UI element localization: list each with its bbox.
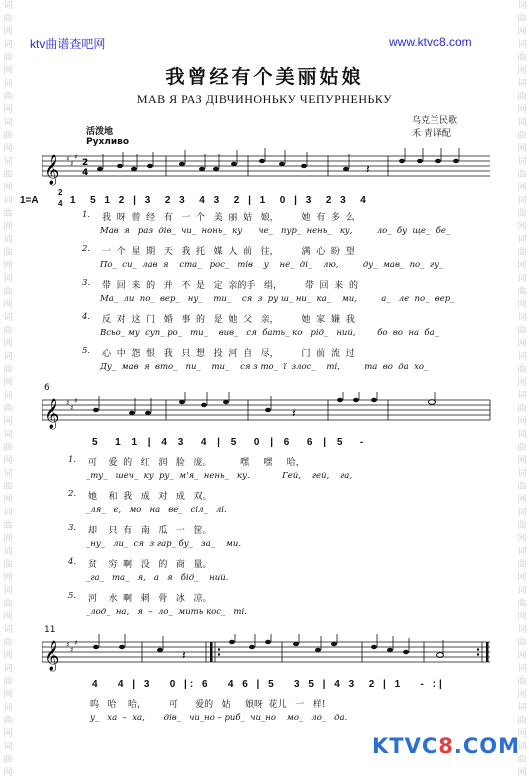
numbered-notation-3: 4 4 | 3 0 |: 6 4 6 | 5 3 5 | 4 3 2 | 1 - :|: [92, 679, 445, 690]
lyrics-chinese: 一 个 星 期 天 我 托 媒 人 前 往， 满 心 盼 望: [102, 247, 355, 257]
footer-brand[interactable]: KTVC8.COM: [372, 734, 521, 758]
svg-text:♯: ♯: [70, 646, 74, 654]
lyrics-ukrainian: Ма_ ли по_ вер_ ну_ ти_ ся з ру ш_ ни_ ка_ ми, а_ ле по_ вер_: [100, 294, 455, 304]
verse-number: 2.: [68, 489, 77, 499]
svg-text:♯: ♯: [66, 155, 70, 163]
verse-5: [68, 591, 488, 625]
lyrics-ukrainian-3: у_ ха – ха, дів_ чи_но – риб_ чи_но мо_ ло_ да.: [90, 713, 348, 723]
lyrics-ukrainian: Ду_ мав я вто_ пи_ ти_ ся з то_ ї злос_ ті, та во да хо_: [100, 362, 429, 372]
svg-text:♯: ♯: [70, 404, 74, 412]
verse-number: 3.: [68, 523, 77, 533]
lyrics-ukrainian: Всьо_ му суп_ ро_ ти_ вив_ ся бать_ ко рід_ ний, бо во на ба_: [100, 328, 439, 338]
verse-number: 5.: [68, 591, 77, 601]
watermark-right: 词 曲 网 词 曲 网 词 曲 网 词 曲 网 词 曲 网 词 曲 网 词 曲 网 词 曲 网 词 曲 网 词 曲 网 词 曲 网 词 曲 网 词 曲 网 词 曲 网 词 曲 网 词 曲 网 词 曲 网 词 曲 网 词 曲 网 词 曲 网: [517, 1, 527, 778]
site-name-left[interactable]: ktv曲谱查吧网: [30, 37, 106, 51]
lyrics-chinese: 反 对 这 门 婚 事 的 是 她 父 亲， 她 家 嫌 我: [102, 315, 355, 325]
tempo-chinese: 活泼地: [86, 127, 114, 137]
numbered-notation-1: 1 5 1 2 | 3 2 3 4 3 2 | 1 0 | 3 2 3 4: [70, 195, 369, 206]
verse-number: 5.: [82, 346, 91, 356]
svg-text:♯: ♯: [74, 639, 78, 647]
lyrics-ukrainian: _ну_ ли_ ся з гар_ бу_ за_ ми.: [86, 539, 242, 549]
verses-section-2: [68, 455, 488, 625]
staff-line-3: [42, 634, 492, 674]
svg-text:2: 2: [82, 158, 89, 168]
lyrics-ukrainian: Мав я раз дів_ чи_ нонь_ ку че_ пур_ нень_ ку, ло_ бу ще_ бе_: [100, 226, 451, 236]
svg-text:♯: ♯: [66, 399, 70, 407]
verse-number: 3.: [82, 278, 91, 288]
meter-top: 2: [58, 188, 63, 197]
svg-text:𝄽: 𝄽: [366, 162, 370, 176]
verse-1: [82, 210, 482, 244]
svg-text:𝄽: 𝄽: [292, 406, 296, 420]
svg-text:♯: ♯: [70, 160, 74, 168]
song-title: 我曾经有个美丽姑娘: [165, 66, 364, 88]
svg-text:𝄽: 𝄽: [182, 648, 186, 662]
lyrics-chinese: 她 和 我 成 对 成 双。: [88, 492, 212, 502]
lyrics-ukrainian: _га_ та_ я, а я бід_ ний.: [86, 573, 229, 583]
measure-number-11: 11: [44, 625, 56, 635]
svg-text:♯: ♯: [74, 397, 78, 405]
svg-text:♯: ♯: [66, 641, 70, 649]
verse-3: [82, 278, 482, 312]
watermark-left: 词 曲 网 词 曲 网 词 曲 网 词 曲 网 词 曲 网 词 曲 网 词 曲 网 词 曲 网 词 曲 网 词 曲 网 词 曲 网 词 曲 网 词 曲 网 词 曲 网 词 曲 网 词 曲 网 词 曲 网 词 曲 网 词 曲 网 词 曲 网: [3, 1, 13, 778]
svg-text:𝄞: 𝄞: [44, 399, 60, 429]
verse-number: 4.: [68, 557, 77, 567]
lyrics-chinese: 心 中 怨 恨 我 只 想 投 河 自 尽， 门 前 流 过: [102, 349, 355, 359]
verse-3: [68, 523, 488, 557]
lyrics-ukrainian: _ту_ шеч_ ку ру_ м'я_ нень_ ку. Гей, гей, га,: [86, 471, 353, 481]
tempo-ukrainian: Рухливо: [86, 137, 130, 147]
song-subtitle: МАВ Я РАЗ ДІВЧИНОНЬКУ ЧЕПУРНЕНЬКУ: [136, 92, 393, 106]
verse-5: [82, 346, 482, 380]
key-signature: 1=A: [20, 195, 39, 206]
svg-text:4: 4: [82, 168, 89, 178]
measure-number-6: 6: [44, 383, 50, 393]
lyrics-chinese: 可 爱 的 红 润 脸 庞。 嘿 嘿 哈，: [88, 458, 305, 468]
song-translator: 禾 青译配: [412, 129, 451, 139]
verse-number: 1.: [68, 455, 77, 465]
meter-bottom: 4: [58, 199, 63, 208]
lyrics-chinese: 带 回 来 的 并 不 是 定 亲的手 绢， 带 回 来 的: [102, 281, 358, 291]
numbered-notation-2: 5 1 1 | 4 3 4 | 5 0 | 6 6 | 5 -: [92, 437, 368, 448]
lyrics-ukrainian: _лод_ на, я – ло_ мить кос_ ті.: [86, 607, 247, 617]
lyrics-chinese: 河 水 啊 刺 骨 冰 凉。: [88, 594, 212, 604]
svg-text:𝄞: 𝄞: [44, 155, 60, 185]
verse-number: 1.: [82, 210, 91, 220]
lyrics-ukrainian: _ля_ є, мо на ве_ сіл_ лі.: [86, 505, 227, 515]
verse-2: [82, 244, 482, 278]
lyrics-ukrainian: По_ си_ лав я ста_ рос_ тів у не_ ді_ лю, ду_ мав_ по_ гу_: [100, 260, 444, 270]
verse-4: [82, 312, 482, 346]
site-url-right[interactable]: www.ktvc8.com: [389, 35, 472, 49]
lyrics-chinese-3: 呜 哈 哈， 可 爱的 姑 娘呀 花儿 一 样!: [90, 700, 326, 710]
staff-line-1: [42, 148, 492, 188]
lyrics-chinese: 却 只 有 南 瓜 一 筐。: [88, 526, 212, 536]
staff-line-2: [42, 392, 492, 432]
verse-number: 2.: [82, 244, 91, 254]
verse-4: [68, 557, 488, 591]
lyrics-chinese: 我 呀 曾 经 有 一 个 美 丽 姑 娘， 她 有 多 么: [102, 213, 355, 223]
svg-text:𝄞: 𝄞: [44, 641, 60, 671]
verse-1: [68, 455, 488, 489]
verse-number: 4.: [82, 312, 91, 322]
song-origin: 乌克兰民歌: [412, 116, 458, 126]
svg-text:♯: ♯: [74, 153, 78, 161]
verse-2: [68, 489, 488, 523]
verses-section-1: [82, 210, 482, 380]
lyrics-chinese: 贫 穷 啊 没 的 商 量。: [88, 560, 212, 570]
